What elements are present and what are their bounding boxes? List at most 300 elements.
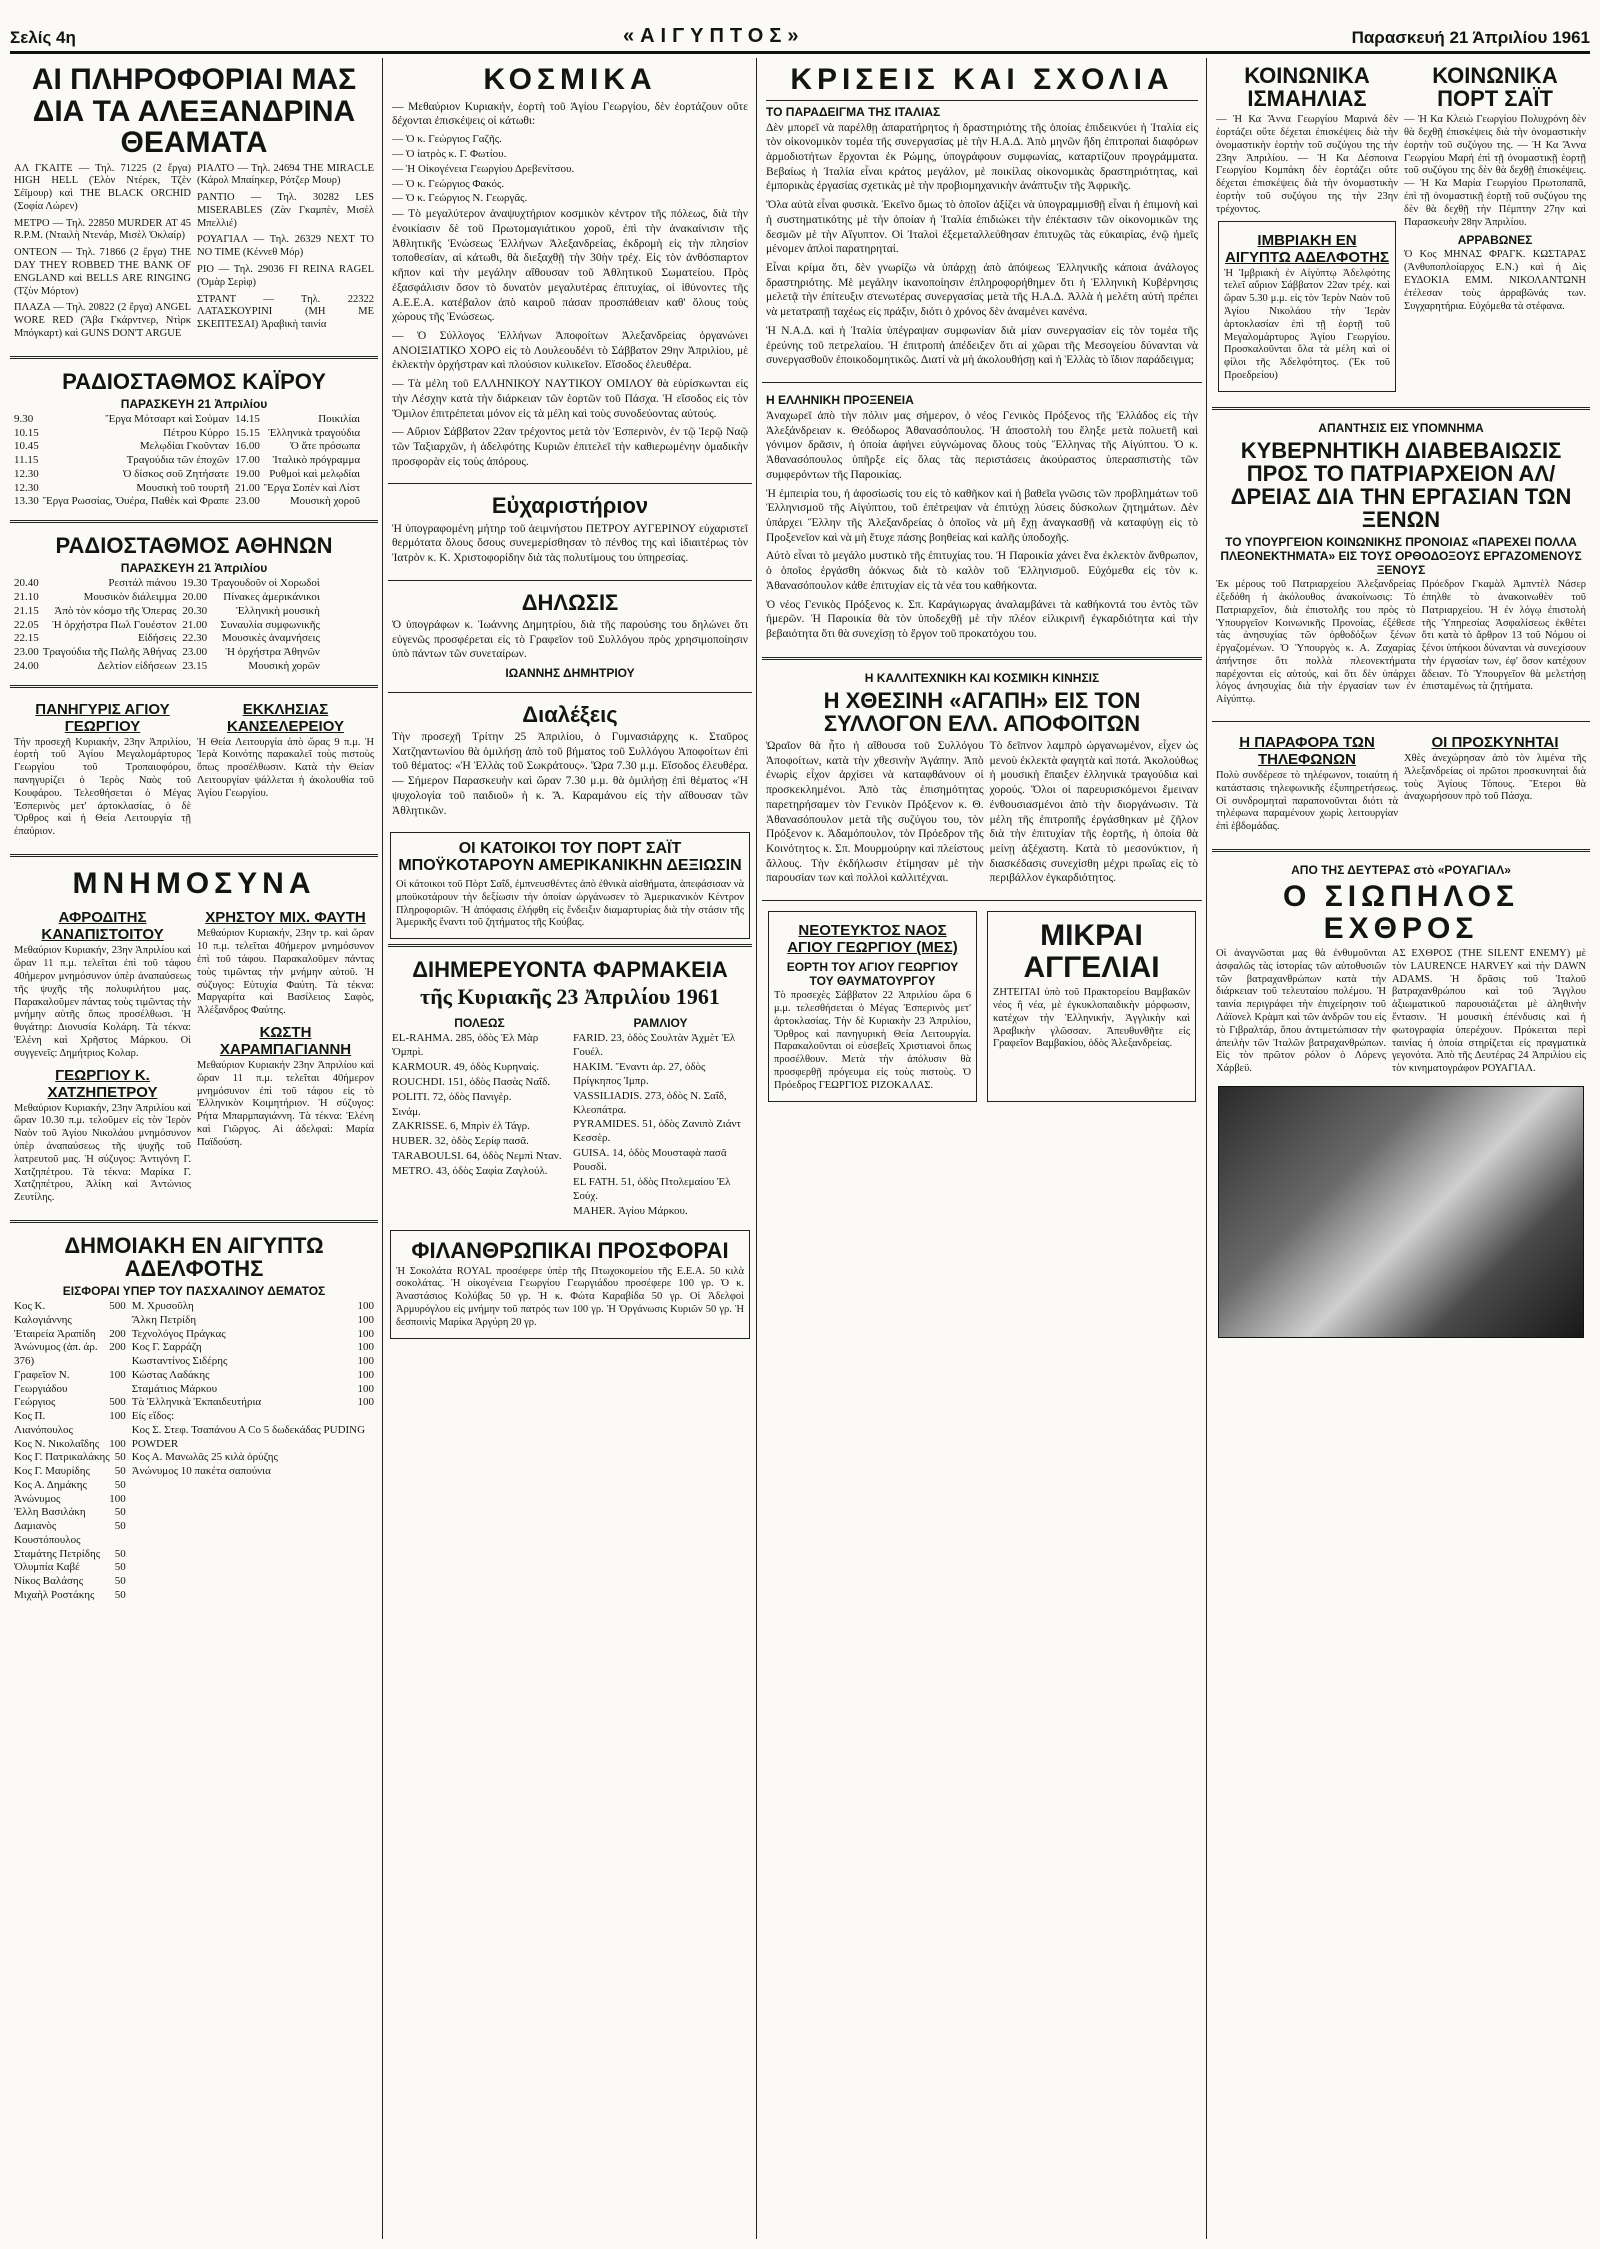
- donation-row: [132, 1341, 374, 1355]
- cinema-listings: [14, 163, 374, 345]
- paper-name: «ΑΙΓΥΠΤΟΣ»: [622, 25, 805, 47]
- festival-right-text: Ἡ Θεία Λειτουργία ἀπὸ ὥρας 9 π.μ. Ἡ Ἱερὰ Κοινότης παρακαλεῖ τοὺς πιστοὺς ὅπως προσέλθωσιν. Κατὰ τὴν Θείαν Λειτουργίαν ψάλλεται ἡ ἀκολουθία τοῦ Ἁγίου Γεωργίου.: [197, 736, 374, 799]
- donation-row-key: Τὰ Ἑλληνικὰ Ἐκπαιδευτήρια: [131, 1396, 262, 1409]
- donation-row-key: Γραφεῖον Ν. Γεωργιάδου: [14, 1368, 70, 1395]
- church-text: Τὸ προσεχὲς Σάββατον 22 Ἀπριλίου ὥρα 6 μ.μ. τελεσθήσεται ὁ Μέγας Ἑσπερινὸς μετ' ἀρτοκλασίας. Τὴν δὲ Κυριακὴν 23 Ἀπριλίου, Ὄρθρος καὶ πανηγυρικὴ Θεία Λειτουργία. Παρακαλοῦνται οἱ εὐσεβεῖς Χριστιανοὶ ὅπως προσέλθουν. Μετὰ τὴν ἀπόλυσιν θὰ προσφερθῇ πρόγευμα εἰς τοὺς πιστοὺς. Ὁ Πρόεδρος ΓΕΩΡΓΙΟΣ ΡΙΖΟΚΑΛΑΣ.: [774, 990, 971, 1091]
- replies-title: ΑΠΑΝΤΗΣΙΣ ΕΙΣ ΥΠΟΜΝΗΜΑ: [1318, 420, 1484, 435]
- kosmika-list: [392, 133, 748, 206]
- government-text-left: Ἐκ μέρους τοῦ Πατριαρχείου Ἀλεξανδρείας ἐξεδόθη ἡ ἀκόλουθος ἀνακοίνωσις: Τὸ Πατριαρχεῖον, διὰ ἐπιστολῆς του πρὸς τὸ Ὑπουργεῖον Κοινωνικῆς Προνοίας, ἐξέθεσε τὰς ἀνησυχίας τῶν ὀρθοδόξων ξένων ἐργαζομένων. Ὁ Ὑπουργὸς κ. Α. Ζαχαρίας ἀπήντησε ὅτι πολλὰ πλεονεκτήματα παρέχονται εἰς αὐτούς, καὶ ὅτι δὲν ὑπάρχει λόγος ἀνησυχίας διὰ τὴν ἐργασίαν των ἐν Αἰγύπτῳ.: [1216, 579, 1416, 706]
- phones-title: Η ΠΑΡΑΦΟΡΑ ΤΩΝ ΤΗΛΕΦΩΝΩΝ: [1239, 734, 1375, 769]
- pharmacy-list-right: [573, 1032, 748, 1218]
- schedule-row-key: 15.15: [235, 426, 260, 439]
- donation-row-key: Γεώργιος: [14, 1396, 56, 1409]
- donation-row: [14, 1438, 126, 1452]
- example-title: ΤΟ ΠΑΡΑΔΕΙΓΜΑ ΤΗΣ ΙΤΑΛΙΑΣ: [766, 104, 941, 119]
- schedule-row-key: 22.05: [14, 618, 39, 631]
- donation-row-key: Μ. Χρυσοῦλη: [131, 1300, 194, 1313]
- film-text-left: Οἱ ἀναγνῶσται μας θὰ ἐνθυμοῦνται ἀσφαλῶς τὰς ἱστορίας τῶν αὐτοθυσιῶν τῶν βατραχανθρώπων κατὰ τὴν διάρκειαν τοῦ τελευταίου πολέμου. Ἡ ταινία περιγράφει τὴν ἐπιχείρησιν τοῦ Λάϊονελ Κρὰμπ καὶ τῶν ἀνδρῶν του εἰς τὸ Γιβραλτάρ, ὅπου ἀντιμετώπισαν τὴν ἀπειλὴν τῶν Ἰταλῶν βατραχανθρώπων. Εἰς τὸν πρῶτον ρόλον ὁ Λόρενς Χάρβεϋ.: [1216, 948, 1386, 1075]
- schedule-row: [182, 660, 319, 674]
- donation-row: [132, 1369, 374, 1383]
- donation-row-value: 50: [114, 1451, 126, 1464]
- schedule-row-key: 13.30: [14, 495, 39, 508]
- page-number: Σελίς 4η: [10, 28, 76, 47]
- pharmacy-entry: EL-RAHMA. 285, ὁδὸς Ἐλ Μὰρ Ὀμπρὶ.: [392, 1032, 539, 1059]
- entertainment-title: ΑΙ ΠΛΗΡΟΦΟΡΙΑΙ ΜΑΣ ΔΙΑ ΤΑ ΑΛΕΞΑΝΔΡΙΝΑ ΘΕΑΜΑΤΑ: [31, 63, 357, 159]
- list-item: — Ὁ κ. Γεώργιος Ν. Γεωργᾶς.: [392, 192, 528, 205]
- charity-title: ΦΙΛΑΝΘΡΩΠΙΚΑΙ ΠΡΟΣΦΟΡΑΙ: [411, 1237, 729, 1263]
- pharmacy-left-head: ΠΟΛΕΩΣ: [454, 1016, 505, 1031]
- schedule-row-key: 23.00: [235, 495, 260, 508]
- memorial-text: Μεθαύριον Κυριακήν 23ην Ἀπριλίου καὶ ὥραν 11 π.μ. τελεῖται 40ήμερον μνημόσυνον ἐπὶ τοῦ τάφου εἰς τὸ Ἑλληνικὸν Κοιμητήριον. Ἡ σύζυγος: Ρήτα Μπαρμπαγιάννη. Τὰ τέκνα: Ἑλένη καὶ Γιῶργος. Αἱ ἀδελφαὶ: Μαρία Παϊδούση.: [197, 1060, 374, 1148]
- donation-row: [14, 1300, 126, 1328]
- imvros-title: ΙΜΒΡΙΑΚΗ ΕΝ ΑΙΓΥΠΤΩ ΑΔΕΛΦΟΤΗΣ: [1225, 231, 1389, 266]
- donation-row-value: 100: [109, 1368, 126, 1381]
- donation-row: [132, 1396, 374, 1410]
- schedule-row-key: 16.00: [235, 440, 260, 453]
- column-2: [388, 58, 752, 2239]
- cinema-listing: ΡΑΝΤΙΟ — Τηλ. 30282 LES MISERABLES (Ζὰν Γκαμπὲν, Μισὲλ Μπελλιέ): [197, 192, 374, 229]
- donation-row-key: Ἐλλη Βασιλάκη: [14, 1506, 86, 1519]
- donation-row-value: 100: [357, 1355, 374, 1368]
- entertainment-section: [10, 58, 378, 351]
- schedule-row: [14, 660, 176, 674]
- schedule-row-key: 21.00: [182, 618, 208, 631]
- engagement-title: ΑΡΡΑΒΩΝΕΣ: [1457, 233, 1533, 248]
- schedule-row-value: Μουσικὸν διάλειμμα: [83, 591, 177, 604]
- schedule-row-value: Ἑλληνικὴ μουσικὴ: [236, 604, 320, 617]
- film-still-photo: [1218, 1086, 1584, 1338]
- schedule-row-value: Ρυθμοὶ καὶ μελῳδίαι: [269, 467, 361, 480]
- donation-row: [132, 1355, 374, 1369]
- pharmacy-title: ΔΙΗΜΕΡΕΥΟΝΤΑ ΦΑΡΜΑΚΕΙΑ: [412, 957, 728, 983]
- schedule-row: [14, 468, 229, 482]
- schedule-row: [182, 605, 319, 619]
- donation-row: [14, 1328, 126, 1342]
- film-title: Ο ΣΙΩΠΗΛΟΣ ΕΧΘΡΟΣ: [1283, 880, 1519, 945]
- issue-date: Παρασκευή 21 Άπριλίου 1961: [1351, 28, 1590, 47]
- memorial-name: ΚΩΣΤΗ ΧΑΡΑΜΠΑΓΙΑΝΝΗ: [219, 1024, 352, 1058]
- cinema-listing: ΣΤΡΑΝΤ — Τηλ. 22322 ΛΑΤΑΣΚΟΥΡΙΝΙ (ΜΗ ΜΕ ΣΚΕΠΤΕΣΑΙ) Ἀραβικὴ ταινία: [197, 293, 374, 331]
- schedule-row-key: 12.30: [14, 467, 39, 480]
- schedule-row-key: 20.00: [182, 591, 208, 604]
- port-said-social-text: — Ἡ Κα Κλειὼ Γεωργίου Πολυχρόνη δὲν θὰ δεχθῇ ἐπισκέψεις διὰ τὴν ὀνομαστικὴν ἑορτὴν τοῦ συζύγου της. — Ἡ Κα Ἄννα Γεωργίου Μαρή ἐπὶ τῇ ὀνομαστικῇ ἑορτῇ τοῦ συζύγου της δὲν θὰ δεχθῇ ἐπισκέψεις. — Ἡ Κα Μαρία Γεωργίου Πρωτοπαπᾶ, ἐπὶ τῇ ὀνομαστικῇ ἑορτῇ τοῦ συζύγου της δὲν θὰ δεχθῇ τὴν Πέμπτην 27ην καὶ Παρασκευὴν 28ην Ἀπριλίου.: [1404, 114, 1586, 228]
- consulate-paragraph: Ἀναχωρεῖ ἀπὸ τὴν πόλιν μας σήμερον, ὁ νέος Γενικὸς Πρόξενος τῆς Ἑλλάδος εἰς τὴν Ἀλεξάνδρειαν κ. Θεόδωρος Ἀθανασόπουλος. Ἡ ἀποστολὴ του ἔληξε μετὰ πολυετῆ καὶ γόνιμον δρᾶσιν, ἡ ὁποία ἀφήνει εὐγνώμονας ὅλους τοὺς Ἕλληνας τῆς Αἰγύπτου. Ὁ κ. Ἀθανασόπουλος ὑπῆρξε εἰς ὅλας τὰς περιστάσεις ἀκούραστος ὑπερασπιστὴς τῶν συμφερόντων τῆς Παροικίας.: [766, 410, 1198, 481]
- cairo-schedule-right: [235, 413, 360, 509]
- cinema-listing: ΡΟΥΑΓΙΑΛ — Τηλ. 26329 NEXT TO NO TIME (Κέννεθ Μόρ): [197, 234, 374, 259]
- donation-row-key: Ἀνώνυμος (ἀπ. ἀρ. 376): [14, 1341, 98, 1368]
- example-paragraph: Ἡ Ν.Α.Δ. καὶ ἡ Ἰταλία ὑπέγραψαν συμφωνίαν διὰ μίαν συνεργασίαν εἰς τὸν τομέα τῆς ἐρεύνης τοῦ πετρελαίου. Ἡ ἐπιτροπὴ ἀπέδειξεν ὅτι αἱ χῶραι τῆς Μεσογείου δύνανται νὰ συνεργασθοῦν ἐποικοδομητικῶς. Διατί νὰ μὴ ἀκολουθήσῃ καὶ ἡ Ἑλλὰς τὸ ἴδιον παράδειγμα;: [766, 324, 1198, 367]
- donation-row: [14, 1493, 126, 1507]
- section-rule: [762, 657, 1202, 660]
- pharmacy-entry: MAHER. Ἀγίου Μάρκου.: [573, 1204, 688, 1217]
- memorial-name: ΑΦΡΟΔΙΤΗΣ ΚΑΝΑΠΙΣΤΟΙΤΟΥ: [41, 909, 164, 944]
- kosmika-paragraph: — Τὰ μέλη τοῦ ΕΛΛΗΝΙΚΟΥ ΝΑΥΤΙΚΟΥ ΟΜΙΛΟΥ θὰ εὑρίσκωνται εἰς τὴν Λέσχην κατὰ τὴν διάρκειαν τῶν ἑορτῶν τοῦ Πάσχα. Ἡ εἴσοδος εἰς τὸν Ὅμιλον ἐπιτρέπεται μόνον εἰς τὰ μέλη καὶ τοὺς συνοδεύοντας αὐτούς.: [392, 378, 748, 420]
- example-paragraph: Εἶναι κρίμα ὅτι, δὲν γνωρίζω νὰ ὑπάρχῃ ἀπὸ ἀπόψεως Ἑλληνικῆς κάποια ἀνάλογος δραστηριότης. Μὲ μεγάλην ἱκανοποίησιν ἐπληροφορήθημεν ὅτι ἡ Ἑλληνικὴ Κυβέρνησις μελετᾷ τὴν ἐπίτευξιν στενωτέρας συνεργασίας μετὰ τῆς Η.Α.Δ. Ἀλλὰ ἡ μελέτη αὐτὴ πρέπει νὰ μετατραπῇ ταχέως εἰς πράξιν, διότι ὁ χρόνος δὲν ἀναμένει κανένα.: [766, 261, 1198, 319]
- classified-title: ΜΙΚΡΑΙ ΑΓΓΕΛΙΑΙ: [1023, 919, 1160, 984]
- schedule-row-key: 24.00: [14, 659, 39, 672]
- schedule-row-key: 20.40: [14, 577, 39, 590]
- pharmacy-entry: HAKIM. Ἔναντι ἀρ. 27, ὁδὸς Πρίγκηπος Ἰμπρ.: [573, 1061, 706, 1087]
- cinema-listing: ΑΛ ΓΚΑΙΤΕ — Τηλ. 71225 (2 ἔργα) HIGH HELL (Ἐλὸν Ντέρεκ, Τζὲν Σέϊμουρ) καὶ THE BLACK ORCHID (Σοφία Λώρεν): [14, 162, 191, 212]
- donation-row: [14, 1451, 126, 1465]
- schedule-row-value: Ἔργα Μότσαρτ καὶ Σούμαν: [105, 412, 230, 425]
- donation-row: [14, 1341, 126, 1369]
- donation-title: ΔΗΜΟΙΑΚΗ ΕΝ ΑΙΓΥΠΤΩ ΑΔΕΛΦΟΤΗΣ: [64, 1232, 324, 1282]
- cinema-list-left: [14, 163, 191, 345]
- schedule-row-value: Μουσικὴ τοῦ τουρτῆ: [136, 481, 230, 494]
- kosmika-paragraph: — Αὔριον Σάββατον 22αν τρέχοντος μετὰ τὸν Ἑσπερινὸν, ἐν τῷ Ἱερῷ Ναῷ τῶν Ταξιαρχῶν, ἡ ἀδελφότης Κυριῶν ἐπιτελεῖ τὴν καθιερωμένην ὁμαδικὴν προσφορὰν εἰς τοὺς ἀπόρους.: [392, 426, 748, 468]
- port-said-social-title: ΚΟΙΝΩΝΙΚΑ ΠΟΡΤ ΣΑΪΤ: [1432, 63, 1558, 112]
- schedule-row: [14, 495, 229, 509]
- kosmika-paragraph: — Ὁ Σύλλογος Ἑλλήνων Ἀποφοίτων Ἀλεξανδρείας ὀργανώνει ΑΝΟΙΞΙΑΤΙΚΟ ΧΟΡΟ εἰς τὸ Λουλεουδένι τὸ Σάββατον 29ην Ἀπριλίου, μὲ ἐκλεκτὴν ὀρχήστραν καὶ πλούσιον κυλικεῖον. Εἴσοδος ἐλευθέρα.: [392, 329, 748, 372]
- schedule-row-value: Μουσικὴ χοροῦ: [289, 495, 361, 508]
- section-rule: [762, 382, 1202, 383]
- government-subtitle: ΤΟ ΥΠΟΥΡΓΕΙΟΝ ΚΟΙΝΩΝΙΚΗΣ ΠΡΟΝΟΙΑΣ «ΠΑΡΕΧΕΙ ΠΟΛΛΑ ΠΛΕΟΝΕΚΤΗΜΑΤΑ» ΕΙΣ ΤΟΥΣ ΟΡΘΟΔΟΞΟΥΣ ΕΡΓΑΖΟΜΕΝΟΥΣ ΞΕΝΟΥΣ: [1220, 535, 1582, 578]
- section-rule: [388, 944, 752, 947]
- list-item: — Ἡ Οἰκογένεια Γεωργίου Δρεβενίτσου.: [392, 162, 575, 175]
- schedule-row-value: Ὁ δίσκος σοῦ Ζητήσατε: [122, 467, 230, 480]
- schedule-row-key: 10.15: [14, 426, 39, 439]
- kosmika-paragraph: — Τὸ μεγαλύτερον ἀναψυχτήριον κοσμικὸν κέντρον τῆς πόλεως, διὰ τὴν ἐνοικίασιν δὲ τοῦ Πρωτομαγιάτικου χοροῦ, ἐπὶ τὴν ἀνακαίνισιν τῆς Ἀθλητικῆς Ἑνώσεως Ἑλλήνων Ἀλεξανδρείας, ἐκδρομὴ εἰς τὴν πλησίον τοποθεσίαν, αἱ κάτωθι, θὰ διεξαχθῇ τὴν 30ὴν τρέχ. Εἰς τὸν ἀνθόσπαρτον κῆπον καὶ τὴν μεγάλην αἴθουσαν τοῦ Ἀθλητικοῦ Σωματείου. Πρὸς ἐξασφάλισιν ὅσον τὸ δυνατὸν μεγαλυτέρας ἐπιτυχίας, οἱ ἰθύνοντες τῆς Α.Ε.Ε.Α. κατέβαλον ἀπὸ καιροῦ πάσαν προσπάθειαν καθ' ὅλους τοὺς χώρους τῆς Ἑνώσεως.: [392, 208, 748, 324]
- donation-list-left: [14, 1300, 126, 1603]
- festival-section: [10, 693, 378, 849]
- athens-schedule-right: [182, 577, 319, 673]
- festival-left-text: Τὴν προσεχῆ Κυριακήν, 23ην Ἀπριλίου, ἑορτὴ τοῦ Ἁγίου Μεγαλομάρτυρος Γεωργίου τοῦ Τροπαιοφόρου, πανηγυρίζει ὁ Ἱερὸς Ναὸς τοῦ Κουφάρου. Τελεσθήσεται ὁ Μέγας Ἑσπερινὸς μετ' ἀρτοκλασίας, ὁ δὲ Ὄρθρος καὶ ἡ Θεία Λειτουργία τῇ ἐπαύριον.: [14, 736, 191, 838]
- schedule-row: [14, 440, 229, 454]
- schedule-row-value: Δελτίον εἰδήσεων: [97, 659, 177, 672]
- schedule-row: [14, 632, 176, 646]
- donation-row-value: 200: [109, 1327, 126, 1340]
- thanks-text: Ἡ ὑπογραφομένη μήτηρ τοῦ ἀειμνήστου ΠΕΤΡΟΥ ΑΥΓΕΡΙΝΟΥ εὐχαριστεῖ θερμότατα ὅλους ὅσους συνεμερίσθησαν τὸ πένθος της καὶ ἰδιαιτέρως τὸν Ἰατρὸν κ. Κ. Χριστοφορίδην διὰ τὰς πολυτίμους του ὑπηρεσίας.: [392, 522, 748, 564]
- column-1: [10, 58, 378, 2239]
- donation-row: [132, 1424, 374, 1452]
- memorial-section: [10, 862, 378, 1215]
- donation-row-value: 100: [109, 1410, 126, 1423]
- column-3: [762, 58, 1202, 2239]
- pharmacy-entry: KARMOUR. 49, ὁδὸς Κυρηναίς.: [392, 1061, 539, 1074]
- pharmacy-date: τῆς Κυριακῆς 23 Ἀπριλίου 1961: [420, 984, 720, 1010]
- donation-row-value: 100: [357, 1382, 374, 1395]
- donation-row-value: 100: [357, 1327, 374, 1340]
- festival-left-title: ΠΑΝΗΓΥΡΙΣ ΑΓΙΟΥ ΓΕΩΡΓΙΟΥ: [35, 700, 170, 735]
- schedule-row-key: 9.30: [14, 412, 34, 425]
- agape-text-right: Τὸ δεῖπνον λαμπρὸ ὠργανωμένον, εἶχεν ὡς μενοὺ ἐκλεκτὰ φαγητὰ καὶ ποτά. Ἀκολούθως ἡ μουσικὴ ἔπαιξεν ἑλληνικὰ τραγούδια καὶ χορούς. Ὅλοι οἱ παρευρισκόμενοι ἔμειναν ἐνθουσιασμένοι ἀπὸ τὴν διοργάνωσιν. Τὰ μέλη τῆς ἐπιτροπῆς ἐργάσθηκαν μὲ ζῆλον διὰ τὴν ἐπιτυχίαν τῆς ἑορτῆς, ἡ ὁποία θὰ μείνῃ ἀξέχαστη. Κατὰ τὸ μεσονύκτιον, ἡ διασκέδασις συνεχίσθη μέχρι πρωΐας εἰς τὸ περιβάλλον ἐγκαρδιότητος.: [989, 739, 1198, 885]
- schedule-row-value: Εἰδήσεις: [137, 632, 177, 645]
- critique-section: [762, 58, 1202, 378]
- schedule-row-value: Ἑλληνικὰ τραγούδια: [268, 426, 361, 439]
- schedule-row: [14, 591, 176, 605]
- donation-row: [14, 1410, 126, 1438]
- pharmacy-entry: VASSILIADIS. 273, ὁδὸς Ν. Σαΐδ, Κλεοπάτρα.: [573, 1089, 727, 1116]
- schedule-row: [182, 577, 319, 591]
- thanks-title: Εὐχαριστήριον: [491, 493, 649, 519]
- section-rule: [1212, 721, 1590, 722]
- donation-row: [14, 1506, 126, 1520]
- section-rule: [10, 1220, 378, 1223]
- donation-row: [132, 1383, 374, 1397]
- schedule-row-value: Τραγουδοῦν οἱ Χορωδοὶ: [211, 577, 320, 590]
- ismailia-title: ΚΟΙΝΩΝΙΚΑ ΙΣΜΑΗΛΙΑΣ: [1244, 63, 1370, 112]
- schedule-row-key: 10.45: [14, 440, 39, 453]
- donation-row-key: Ἑταιρεία Ἀραπίδη: [14, 1327, 96, 1340]
- schedule-row: [14, 605, 176, 619]
- donation-row: [14, 1561, 126, 1575]
- donation-row-key: Ὀλυμπία Καβέ: [14, 1561, 80, 1574]
- athens-radio-date: ΠΑΡΑΣΚΕΥΗ 21 Ἀπριλίου: [120, 561, 268, 576]
- donation-row-key: Κος Σ. Στεφ. Τσαπάνου Α Co 5 δωδεκάδας PUDING POWDER: [131, 1423, 366, 1450]
- donation-row: [14, 1548, 126, 1562]
- donation-row-key: Εἰς εἴδος:: [131, 1410, 175, 1423]
- port-said-title: ΟΙ ΚΑΤΟΙΚΟΙ ΤΟΥ ΠΟΡΤ ΣΑΪΤ ΜΠΟΫΚΟΤΑΡΟΥΝ ΑΜΕΡΙΚΑΝΙΚΗΝ ΔΕΞΙΩΣΙΝ: [398, 840, 742, 875]
- donation-row: [132, 1314, 374, 1328]
- schedule-row: [182, 632, 319, 646]
- memorial-text: Μεθαύριον Κυριακήν, 23ην Ἀπριλίου καὶ ὥραν 11 π.μ. τελεῖται ἐπὶ τοῦ τάφου 40ήμερον μνημόσυνον ὑπὲρ ἀναπαύσεως τῆς ψυχῆς τῆς πολυφιλήτου μας. Παρακαλοῦμεν πάντας τοὺς τιμῶντας τὴν μνήμην αὐτῆς ὅπως προσέλθωσι. Ἡ θυγάτηρ: Διονυσία Κολάρη. Τὰ τέκνα: Ἐλένη καὶ Χρῆστος Μάρκου. Οἱ συγγενεῖς: Δημήτριος Κολαρ.: [14, 945, 191, 1059]
- memorial-name: ΓΕΩΡΓΙΟΥ Κ. ΧΑΤΖΗΠΕΤΡΟΥ: [47, 1066, 158, 1101]
- government-text-right: Πρόεδρον Γκαμὰλ Ἀμπντὲλ Νάσερ ἐπηλθε τὸ ἀνακοινωθὲν τοῦ Πατριαρχείου. Ἡ ἐν λόγῳ ἐπιστολὴ τῆς Ὑπηρεσίας Ἀσφαλίσεως ἐκθέτει ὅτι κατὰ τὸ ἄρθρον 13 τοῦ Νόμου οἱ ξένοι ὑπήκοοι δύνανται νὰ συνεχίσουν τὴν ἐργασίαν των, ἐφ' ὅσον κατέχουν ἄδειαν. Τὸ Ὑπουργεῖον θὰ μελετήσῃ ἐπισταμένως τὰ ζητήματα.: [1421, 579, 1586, 693]
- memorial-name: ΧΡΗΣΤΟΥ ΜΙΧ. ΦΑΥΤΗ: [205, 909, 366, 927]
- schedule-row-value: Ποικιλίαι: [318, 412, 361, 425]
- critique-title: ΚΡΙΣΕΙΣ ΚΑΙ ΣΧΟΛΙΑ: [790, 63, 1174, 96]
- donation-row-key: Σταμάτιος Μάρκου: [131, 1382, 218, 1395]
- schedule-row: [14, 482, 229, 496]
- section-rule: [10, 854, 378, 857]
- donation-row-key: Κος Α. Μανωλᾶς 25 κιλὰ ὀρύζης: [131, 1451, 278, 1464]
- donation-row-value: 200: [109, 1341, 126, 1354]
- athens-schedule-left: [14, 577, 176, 673]
- donation-row-key: Κος Γ. Μαυρίδης: [14, 1465, 90, 1478]
- classified-section: [987, 911, 1196, 1101]
- schedule-row-value: Ἀπὸ τὸν κόσμο τῆς Ὀπερας: [54, 604, 177, 617]
- church-subtitle: ΕΟΡΤΗ ΤΟΥ ΑΓΙΟΥ ΓΕΩΡΓΙΟΥ ΤΟΥ ΘΑΥΜΑΤΟΥΡΓΟΥ: [786, 960, 959, 989]
- schedule-row-key: 22.30: [182, 632, 208, 645]
- donation-row-key: Κος Γ. Πατρικαλάκης: [14, 1451, 110, 1464]
- donation-row: [132, 1328, 374, 1342]
- donation-row: [14, 1396, 126, 1410]
- athens-radio-section: [10, 528, 378, 679]
- schedule-row: [182, 646, 319, 660]
- donation-row-key: Κος Α. Δημάκης: [14, 1478, 87, 1491]
- pharmacy-entry: METRO. 43, ὁδὸς Σαφὶα Ζαγλούλ.: [392, 1165, 548, 1178]
- pilgrims-text: Χθὲς ἀνεχώρησαν ἀπὸ τὸν λιμένα τῆς Ἀλεξανδρείας οἱ πρῶτοι προσκυνηταὶ διὰ τοὺς Ἁγίους Τόπους. Ἕτεροι θὰ ἀναχωρήσουν πρὸ τοῦ Πάσχα.: [1404, 753, 1586, 803]
- schedule-row: [14, 454, 229, 468]
- schedule-row-value: Συναυλία συμφωνικῆς: [220, 618, 320, 631]
- donation-row: [14, 1575, 126, 1589]
- donation-row-value: 50: [114, 1506, 126, 1519]
- list-item: — Ὁ ἰατρὸς κ. Γ. Φωτίου.: [392, 147, 507, 160]
- donation-row-key: Κωσταντίνος Σιδέρης: [131, 1355, 228, 1368]
- cairo-radio-section: [10, 364, 378, 515]
- lectures-section: [388, 697, 752, 828]
- donation-row-value: 50: [114, 1478, 126, 1491]
- consulate-paragraph: Ὁ νέος Γενικὸς Πρόξενος κ. Σπ. Καράγιωργας ἀναλαμβάνει τὰ καθήκοντά του ἐντὸς τῶν ἡμερῶν. Ἡ Παροικία θὰ τὸν ὑποδεχθῇ μὲ τὴν πλέον εἰλικρινῆ ἐγκαρδιότητα καὶ τὴν βεβαιότητα ὅτι θὰ συνεχίσῃ τὸ ἔργον τοῦ προκατόχου του.: [766, 598, 1198, 641]
- pharmacy-section: [388, 952, 752, 1225]
- notice-title: ΔΗΛΩΣΙΣ: [521, 589, 619, 615]
- schedule-row-value: Μελῳδίαι Γκοῦνταν: [139, 440, 230, 453]
- schedule-row-value: Ἡ ὀρχήστρα Πωλ Γουέστον: [52, 618, 177, 631]
- consulate-title: Η ΕΛΛΗΝΙΚΗ ΠΡΟΞΕΝΕΙΑ: [766, 393, 914, 407]
- pharmacy-entry: GUISA. 14, ὁδὸς Μουσταφὰ πασᾶ Ρουσδὶ.: [573, 1147, 727, 1174]
- schedule-row-key: 23.00: [182, 646, 208, 659]
- kosmika-section: [388, 58, 752, 479]
- schedule-row-value: Τραγούδια τῆς Παλῆς Ἀθήνας: [42, 646, 177, 659]
- cinema-listing: ΜΕΤΡΟ — Τηλ. 22850 MURDER AT 45 R.P.M. (Νταιλὴ Ντενάρ, Μισὲλ Ὀκλαίρ): [14, 217, 191, 242]
- schedule-row: [235, 454, 360, 468]
- donation-subtitle: ΕΙΣΦΟΡΑΙ ΥΠΕΡ ΤΟΥ ΠΑΣΧΑΛΙΝΟΥ ΔΕΜΑΤΟΣ: [62, 1284, 326, 1299]
- engagement-text: Ὁ Κος ΜΗΝΑΣ ΦΡΑΓΚ. ΚΩΣΤΑΡΑΣ (Ἀνθυποπλοίαρχος Ε.Ν.) καὶ ἡ Δὶς ΕΥΔΟΚΙΑ ΕΜΜ. ΝΙΚΟΛΑΝΤΩΝΗ ἐτέλεσαν τοὺς ἀρραβῶνάς των. Συγχαρητήρια. Εὐχόμεθα τὰ στέφανα.: [1404, 249, 1586, 312]
- charity-section: [390, 1230, 750, 1339]
- donation-row-key: Σταμάτης Πετρίδης: [14, 1547, 101, 1560]
- column-4: [1212, 58, 1590, 2239]
- film-section: [1212, 857, 1590, 1350]
- donation-row-value: 100: [357, 1300, 374, 1313]
- example-paragraph: Ὅλα αὐτὰ εἶναι φυσικὰ. Ἐκεῖνο ὅμως τὸ ὁποῖον ἀξίζει νὰ ὑπογραμμισθῇ εἶναι ἡ ἐπιμονὴ καὶ ἡ συστηματικότης μὲ τὴν ὁποίαν ἡ Ἰταλία ἐπιδιώκει τὴν ἐπέκτασιν τῶν οἰκονομικῶν της δεσμῶν μὲ τὴν Αἴγυπτον. Οἱ Ἰταλοὶ ἐξεμεταλλεύθησαν ἐπιτυχῶς τὰς εὐκαιρίας, ἐνῷ ἡμεῖς μένομεν ἁπλοὶ παρατηρηταί.: [766, 199, 1198, 256]
- consulate-section: [762, 387, 1202, 652]
- pilgrims-title: ΟΙ ΠΡΟΣΚΥΝΗΤΑΙ: [1431, 734, 1559, 752]
- port-said-article: [390, 832, 750, 939]
- pharmacy-entry: ZAKRISSE. 6, Μπρὶν ἐλ Τάγρ.: [392, 1120, 530, 1133]
- donation-row-key: Νίκος Βαλάσης: [14, 1575, 84, 1588]
- section-rule: [10, 520, 378, 523]
- section-rule: [10, 685, 378, 688]
- section-rule: [766, 100, 1198, 101]
- donation-row-key: Ἀνώνυμος: [14, 1492, 61, 1505]
- donation-row-value: 100: [357, 1368, 374, 1381]
- pharmacy-entry: FARID. 23, ὁδὸς Σουλτὰν Ἀχμὲτ Ἐλ Γουέλ.: [573, 1032, 736, 1059]
- schedule-row-key: 23.00: [14, 646, 39, 659]
- agape-text-left: Ὡραῖον θὰ ἦτο ἡ αἴθουσα τοῦ Συλλόγου Ἀποφοίτων, κατὰ τὴν χθεσινὴν Ἀγάπην. Ἀπὸ ἐνωρὶς εἶχον ἀρχίσει νὰ καταφθάνουν οἱ προσκεκλημένοι. Ἀπὸ τὰς ἐπισημότητας παρετηρήσαμεν τὸν Γενικὸν Πρόξενον κ. Θ. Ἀθανασόπουλον μετὰ τῆς συζύγου του, τὸν Πρόξενον κ. Ἀδαμόπουλον, τὸν Πρόεδρον τῆς Κοινότητος κ. Σπ. Μουρμούρην καὶ πλείστους ἄλλους. Τὴν ἐκδήλωσιν ἐτίμησαν μὲ τὴν παρουσίαν των καὶ πολλοὶ καλλιτέχναι.: [766, 739, 984, 885]
- pharmacy-entry: Σινάμ.: [392, 1105, 421, 1118]
- schedule-row-key: 11.15: [14, 454, 39, 467]
- consulate-paragraph: Αὐτὸ εἶναι τὸ μεγάλο μυστικὸ τῆς ἐπιτυχίας του. Ἡ Παροικία χάνει ἕνα ἐκλεκτὸν ἄνθρωπον, ὁ ὁποῖος ἐργάσθη ἀόκνως διὰ τὸ καλὸν τοῦ Ἑλληνισμοῦ. Εὐχόμεθα εἰς τὸν κ. Ἀθανασόπουλον κάθε ἐπιτυχίαν εἰς τὰ νέα του καθήκοντα.: [766, 550, 1198, 592]
- pharmacy-right-head: ΡΑΜΛΙΟΥ: [633, 1016, 688, 1031]
- donation-row-value: 50: [114, 1547, 126, 1560]
- donation-row-key: Κος Ν. Νικολαΐδης: [14, 1437, 100, 1450]
- list-item: — Ὁ κ. Γεώργιος Γαζῆς.: [392, 132, 502, 145]
- notice-text: Ὁ ὑπογράφων κ. Ἰωάννης Δημητρίου, διὰ τῆς παρούσης του δηλώνει ὅτι εὐγενῶς προσφέρεται εἰς τὸ Γραφεῖον τοῦ Συλλόγου πρὸς χρησιμοποίησιν ὑπὸ πάντων τῶν συνεταίρων.: [392, 618, 748, 661]
- agape-section: [762, 665, 1202, 896]
- donation-row-value: 100: [357, 1313, 374, 1326]
- society-kicker: Η ΚΑΛΛΙΤΕΧΝΙΚΗ ΚΑΙ ΚΟΣΜΙΚΗ ΚΙΝΗΣΙΣ: [864, 670, 1100, 685]
- example-paragraph: Δὲν μπορεῖ νὰ παρέλθῃ ἀπαρατήρητος ἡ δραστηριότης τῆς ὁποίας ἐπιδεικνύει ἡ Ἰταλία εἰς τὸν οἰκονομικὸν τομέα τῆς συνεργασίας μὲ τὴν Η.Α.Δ. Ἀπὸ μηνῶν ἤδη ἐπιτροπαὶ διαφόρων ἁρμοδιοτήτων ἔρχονται ἐκ Ρώμης, ὑπογράφουν συμφωνίας, καταρτίζουν προγράμματα. Βεβαίως ἡ Ἰταλία εἶναι κράτος μεγάλον, μὲ ποικίλας οἰκονομικὰς δραστηριότητας, καὶ ἐμπορικὰς ἐργασίας σχετικὰς μὲ τὴν προβιομηχανικὴν ἀνάπτυξιν τῆς Ἀφρικῆς.: [766, 121, 1198, 193]
- donation-row-key: Κώστας Λαδάκης: [131, 1368, 210, 1381]
- column-divider: [1206, 58, 1207, 2239]
- schedule-row: [235, 482, 360, 496]
- schedule-row: [14, 413, 229, 427]
- athens-radio-title: ΡΑΔΙΟΣΤΑΘΜΟΣ ΑΘΗΝΩΝ: [55, 533, 333, 559]
- ismailia-text: — Ἡ Κα Ἄννα Γεωργίου Μαρινά δὲν ἑορτάζει οὔτε δέχεται ἐπισκέψεις διὰ τὴν ὀνομαστικὴν ἑορτὴν τοῦ συζύγου της τὴν 23ην Ἀπριλίου. — Ἡ Κα Δέσποινα Γεωργίου Κομπάκη δὲν ἑορτάζει οὔτε δέχεται ἐπισκέψεις διὰ τὴν ὀνομαστικὴν ἑορτὴν τοῦ συζύγου της τὴν 23ην τρέχοντος.: [1216, 114, 1398, 215]
- schedule-row-key: 22.15: [14, 632, 39, 645]
- section-rule: [1212, 407, 1590, 410]
- donation-row-key: Τεχνολόγος Πράγκας: [131, 1327, 226, 1340]
- donation-row: [132, 1451, 374, 1465]
- list-item: — Ὁ κ. Γεώργιος Φακός.: [392, 177, 505, 190]
- donation-row-value: 100: [357, 1341, 374, 1354]
- schedule-row: [235, 468, 360, 482]
- schedule-row: [14, 619, 176, 633]
- donation-row-value: 50: [114, 1561, 126, 1574]
- donation-row-value: 100: [357, 1396, 374, 1409]
- schedule-row-key: 21.10: [14, 591, 39, 604]
- cinema-list-right: [197, 163, 374, 345]
- schedule-row-value: Ἡ ὀρχήστρα Ἀθηνῶν: [225, 646, 320, 659]
- donation-row-key: Κος Π. Λιανόπουλος: [14, 1410, 73, 1436]
- pharmacy-entry: HUBER. 32, ὁδὸς Σερίφ πασᾶ.: [392, 1135, 529, 1148]
- schedule-row-value: Πέτρου Κύρρο: [163, 426, 230, 439]
- schedule-row: [14, 427, 229, 441]
- donation-row-key: Ἄλκη Πετρίδη: [131, 1313, 197, 1326]
- notice-section: [388, 585, 752, 688]
- pharmacy-entry: POLITI. 72, ὁδὸς Πανιγὲρ.: [392, 1090, 512, 1103]
- pharmacy-entry: PYRAMIDES. 51, ὁδὸς Ζανιπὸ Ζιάντ Κεσσὲρ.: [573, 1118, 741, 1145]
- schedule-row-value: Ἔργα Σοπὲν καὶ Λίστ: [263, 481, 361, 494]
- government-section: [1212, 415, 1590, 717]
- donation-row-value: 500: [109, 1396, 126, 1409]
- memorial-title: ΜΝΗΜΟΣΥΝΑ: [72, 866, 316, 900]
- running-header: [10, 4, 1590, 54]
- section-rule: [388, 483, 752, 484]
- schedule-row-key: 23.15: [182, 659, 208, 672]
- donation-row-key: Δαμιανὸς Κουστόπουλος: [14, 1520, 81, 1546]
- port-said-text: Οἱ κάτοικοι τοῦ Πὸρτ Σαΐδ, ἐμπνευσθέντες ἀπὸ ἐθνικὰ αἰσθήματα, ἀπεφάσισαν νὰ μποϋκοτάρουν τὴν δεξίωσιν τὴν ὁποίαν ὠργάνωσεν τὸ Ἀμερικανικὸν Κέντρον Πληροφοριῶν. Ἡ ἀπόφασις ἐλήφθη εἰς ἔνδειξιν διαμαρτυρίας διὰ τὴν στάσιν τῆς Ἀμερικῆς ἔναντι τοῦ ζητήματος τῆς Κούβας.: [396, 878, 744, 929]
- section-rule: [10, 356, 378, 359]
- schedule-row-value: Μουσικὴ χορῶν: [248, 659, 320, 672]
- cairo-radio-date: ΠΑΡΑΣΚΕΥΗ 21 Ἀπριλίου: [120, 396, 268, 411]
- section-rule: [762, 900, 1202, 901]
- schedule-row: [182, 591, 319, 605]
- schedule-row-key: 12.30: [14, 481, 39, 494]
- donation-row: [132, 1300, 374, 1314]
- donation-row-value: 500: [109, 1300, 126, 1313]
- schedule-row-key: 20.30: [182, 604, 208, 617]
- pharmacy-entry: TARABOULSI. 64, ὁδὸς Νεμπὶ Νταν.: [392, 1150, 562, 1163]
- cinema-listing: ΡΙΟ — Τηλ. 29036 FI REINA RAGEL (Ὁμὰρ Σερὶφ): [197, 264, 374, 288]
- donation-row-value: 50: [114, 1588, 126, 1601]
- schedule-row: [235, 413, 360, 427]
- schedule-row-key: 21.15: [14, 604, 39, 617]
- church-notice: [768, 911, 977, 1101]
- pharmacy-entry: ROUCHDI. 151, ὁδὸς Πασὰς Ναΐδ.: [392, 1075, 551, 1088]
- schedule-row-key: 19.00: [235, 467, 260, 480]
- donation-section: [10, 1228, 378, 1609]
- section-rule: [388, 580, 752, 581]
- column-divider: [382, 58, 383, 2239]
- schedule-row-key: 19.30: [182, 577, 208, 590]
- cairo-schedule-left: [14, 413, 229, 509]
- schedule-row: [235, 427, 360, 441]
- pharmacy-entry: EL FATH. 51, ὁδὸς Πτολεμαίου Ἐλ Σούχ.: [573, 1175, 731, 1202]
- donation-row: [132, 1465, 374, 1479]
- schedule-row-value: Πίνακες ἀμερικάνικοι: [223, 591, 320, 604]
- cairo-radio-title: ΡΑΔΙΟΣΤΑΘΜΟΣ ΚΑΪΡΟΥ: [62, 368, 326, 394]
- donation-row-key: Κος Κ. Καλογιάννης: [14, 1300, 72, 1326]
- donation-row: [14, 1520, 126, 1548]
- schedule-row-value: Ὁ ἄτε πρόσωπα: [290, 440, 361, 453]
- donation-row: [14, 1369, 126, 1397]
- schedule-row-value: Ρεσιτάλ πιάνου: [108, 577, 177, 590]
- cinema-listing: ΟΝΤΕΟΝ — Τηλ. 71866 (2 ἔργα) THE DAY THEY ROBBED THE BANK OF ENGLAND καὶ BELLS ARE RINGING (Τζὺν Μόρτον): [14, 247, 191, 297]
- donation-row: [14, 1479, 126, 1493]
- pharmacy-list-left: [392, 1032, 567, 1179]
- cinema-listing: ΠΛΑΖΑ — Τηλ. 20822 (2 ἔργα) ANGEL WORE RED (Ἄβα Γκάρντνερ, Ντὶρκ Μπόγκαρτ) καὶ GUNS DON'T ARGUE: [14, 302, 191, 340]
- section-rule: [1212, 849, 1590, 852]
- schedule-row-key: 21.00: [235, 481, 260, 494]
- donation-row-value: 100: [109, 1492, 126, 1505]
- schedule-row-value: Ἔργα Ρωσσίας, Ὀυέρα, Παθὲκ καὶ Φραπε: [42, 495, 230, 508]
- government-title: ΚΥΒΕΡΝΗΤΙΚΗ ΔΙΑΒΕΒΑΙΩΣΙΣ ΠΡΟΣ ΤΟ ΠΑΤΡΙΑΡΧΕΙΟΝ ΑΛ/ΔΡΕΙΑΣ ΔΙΑ ΤΗΝ ΕΡΓΑΣΙΑΝ ΤΩΝ ΞΕΝΩΝ: [1230, 437, 1572, 533]
- thanks-section: [388, 488, 752, 575]
- memorial-text: Μεθαύριον Κυριακήν, 23ην τρ. καὶ ὥραν 10 π.μ. τελεῖται 40ήμερον μνημόσυνον ἐπὶ τοῦ τάφου. Παρακαλοῦμεν πάντας τοὺς τιμῶντας τὴν μνήμην αὐτοῦ. Ἡ σύζυγος: Εὐτυχία Φαύτη. Τὰ τέκνα: Μαργαρίτα καὶ Βασίλειος Σαφὸς, Ἀλέξανδρος Φαύτης.: [197, 928, 374, 1017]
- schedule-row: [182, 619, 319, 633]
